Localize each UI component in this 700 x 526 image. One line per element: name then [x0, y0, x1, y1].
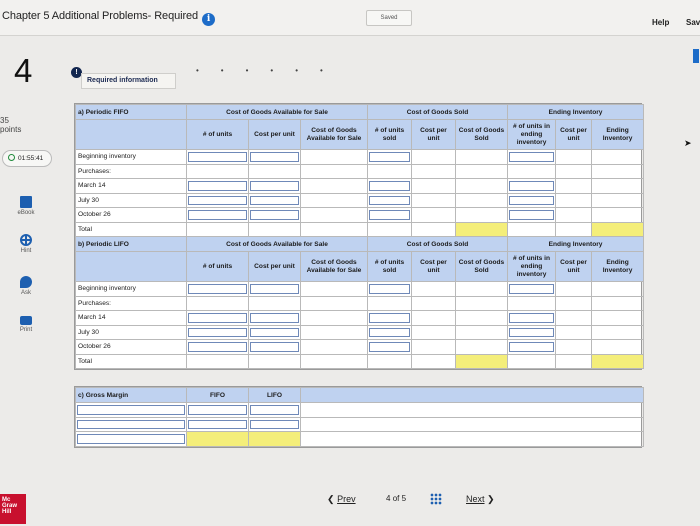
- total-cogs-cell: [456, 222, 508, 237]
- points-value: 35: [0, 116, 9, 125]
- fifo-column-header: FIFO: [187, 388, 249, 403]
- points-label: points: [0, 125, 22, 134]
- help-link[interactable]: Help: [652, 18, 670, 27]
- total-ending-cell: [592, 354, 644, 369]
- input-cell[interactable]: [508, 208, 556, 223]
- ebook-button[interactable]: eBook: [8, 196, 44, 216]
- column-header: # of units sold: [368, 252, 412, 282]
- fifo-ending-header: Ending Inventory: [508, 105, 644, 120]
- timer-icon: [8, 154, 15, 161]
- print-button[interactable]: Print: [8, 314, 44, 333]
- input-cell[interactable]: [249, 340, 301, 355]
- ebook-icon: [20, 196, 32, 208]
- table-row: [76, 325, 644, 340]
- column-header: Cost of Goods Sold: [456, 120, 508, 150]
- table-row: [76, 311, 644, 326]
- input-cell[interactable]: [187, 282, 249, 297]
- points-display: [0, 116, 21, 134]
- info-icon[interactable]: i: [202, 13, 215, 26]
- fifo-table: [75, 104, 644, 369]
- lifo-gross-margin-cell: [249, 432, 301, 447]
- column-header: Cost of Goods Available for Sale: [301, 120, 368, 150]
- table-row: [76, 150, 644, 165]
- input-cell[interactable]: [249, 150, 301, 165]
- lifo-blank-header: [76, 252, 187, 282]
- hint-icon: [20, 234, 32, 246]
- saved-status: Saved: [366, 10, 412, 26]
- ask-button[interactable]: Ask: [8, 276, 44, 296]
- row-label: July 30: [76, 325, 187, 340]
- total-ending-cell: [592, 222, 644, 237]
- table-row: [76, 193, 644, 208]
- side-panel-marker: [693, 49, 699, 63]
- column-header: Cost per unit: [249, 252, 301, 282]
- save-exit-link[interactable]: Sav: [686, 18, 700, 27]
- table-row: [76, 417, 644, 432]
- table-row: [76, 164, 644, 179]
- progress-dots: ••••••: [196, 66, 345, 75]
- column-header: Cost per unit: [556, 252, 592, 282]
- input-cell[interactable]: [249, 208, 301, 223]
- input-cell[interactable]: [249, 403, 301, 418]
- input-cell[interactable]: [187, 150, 249, 165]
- computed-cell: [301, 150, 368, 165]
- input-cell[interactable]: [249, 325, 301, 340]
- row-label: July 30: [76, 193, 187, 208]
- input-cell[interactable]: [368, 179, 412, 194]
- column-header: Cost of Goods Sold: [456, 252, 508, 282]
- lifo-section-label: b) Periodic LIFO: [76, 237, 187, 252]
- input-cell[interactable]: [368, 208, 412, 223]
- fifo-gross-margin-cell: [187, 432, 249, 447]
- prev-button[interactable]: ❮ Prev: [327, 494, 356, 504]
- input-cell[interactable]: [249, 282, 301, 297]
- fifo-cogas-header: Cost of Goods Available for Sale: [187, 105, 368, 120]
- input-cell[interactable]: [249, 311, 301, 326]
- lifo-column-header: LIFO: [249, 388, 301, 403]
- page-indicator: 4 of 5: [386, 494, 407, 503]
- table-row: [76, 222, 644, 237]
- input-cell[interactable]: [187, 340, 249, 355]
- column-header: Cost per unit: [556, 120, 592, 150]
- fifo-blank-header: [76, 120, 187, 150]
- computed-cell: [456, 150, 508, 165]
- alert-icon: !: [71, 67, 82, 78]
- input-cell[interactable]: [368, 325, 412, 340]
- table-row: [76, 354, 644, 369]
- input-cell[interactable]: [76, 432, 187, 447]
- input-cell[interactable]: [187, 403, 249, 418]
- input-cell[interactable]: [508, 193, 556, 208]
- input-cell[interactable]: [368, 282, 412, 297]
- top-bar: [0, 0, 700, 36]
- column-header: # of units in ending inventory: [508, 120, 556, 150]
- mcgraw-hill-logo: Mc Graw Hill: [0, 494, 26, 524]
- column-header: Cost per unit: [249, 120, 301, 150]
- assignment-title: Chapter 5 Additional Problems- Required i: [2, 10, 215, 26]
- row-label: Purchases:: [76, 164, 187, 179]
- fifo-cogs-header: Cost of Goods Sold: [368, 105, 508, 120]
- question-grid-icon[interactable]: [430, 493, 442, 505]
- computed-cell: [592, 150, 644, 165]
- lifo-ending-header: Ending Inventory: [508, 237, 644, 252]
- chevron-right-icon: ❯: [487, 494, 495, 504]
- column-header: # of units sold: [368, 120, 412, 150]
- column-header: Ending Inventory: [592, 252, 644, 282]
- input-cell[interactable]: [368, 193, 412, 208]
- input-cell[interactable]: [187, 179, 249, 194]
- input-cell[interactable]: [187, 311, 249, 326]
- column-header: Cost per unit: [412, 252, 456, 282]
- print-icon: [20, 316, 32, 325]
- input-cell[interactable]: [508, 325, 556, 340]
- row-label: March 14: [76, 179, 187, 194]
- chevron-left-icon: ❮: [327, 494, 335, 504]
- row-label: October 26: [76, 208, 187, 223]
- fifo-section-label: a) Periodic FIFO: [76, 105, 187, 120]
- input-cell[interactable]: [249, 179, 301, 194]
- table-row: [76, 179, 644, 194]
- input-cell[interactable]: [187, 417, 249, 432]
- input-cell[interactable]: [249, 193, 301, 208]
- row-label: October 26: [76, 340, 187, 355]
- column-header: # of units in ending inventory: [508, 252, 556, 282]
- row-label: Total: [76, 354, 187, 369]
- total-cogs-cell: [456, 354, 508, 369]
- input-cell[interactable]: [187, 193, 249, 208]
- table-row: [76, 403, 644, 418]
- input-cell[interactable]: [187, 208, 249, 223]
- blank-cell: [556, 150, 592, 165]
- input-cell[interactable]: [76, 417, 187, 432]
- ask-icon: [20, 276, 32, 288]
- column-header: Cost per unit: [412, 120, 456, 150]
- gross-margin-label: c) Gross Margin: [76, 388, 187, 403]
- question-number: 4: [14, 52, 33, 89]
- table-row: [76, 340, 644, 355]
- input-cell[interactable]: [368, 340, 412, 355]
- column-header: # of units: [187, 120, 249, 150]
- row-label: March 14: [76, 311, 187, 326]
- next-button[interactable]: Next ❯: [466, 494, 495, 504]
- inventory-worksheet: [74, 103, 642, 370]
- lifo-cogs-header: Cost of Goods Sold: [368, 237, 508, 252]
- row-label: Beginning inventory: [76, 150, 187, 165]
- row-label: Total: [76, 222, 187, 237]
- input-cell[interactable]: [76, 403, 187, 418]
- input-cell[interactable]: [508, 282, 556, 297]
- column-header: Cost of Goods Available for Sale: [301, 252, 368, 282]
- cursor-arrow-icon: ➤: [684, 138, 692, 148]
- blank-cell: [412, 150, 456, 165]
- input-cell[interactable]: [508, 150, 556, 165]
- column-header: # of units: [187, 252, 249, 282]
- table-row: [76, 432, 644, 447]
- input-cell[interactable]: [249, 417, 301, 432]
- input-cell[interactable]: [508, 311, 556, 326]
- lifo-cogas-header: Cost of Goods Available for Sale: [187, 237, 368, 252]
- input-cell[interactable]: [508, 340, 556, 355]
- row-label: Beginning inventory: [76, 282, 187, 297]
- gross-margin-worksheet: [74, 386, 642, 448]
- table-row: [76, 208, 644, 223]
- input-cell[interactable]: [508, 179, 556, 194]
- timer[interactable]: 01:55:41: [2, 150, 52, 167]
- column-header: Ending Inventory: [592, 120, 644, 150]
- input-cell[interactable]: [368, 311, 412, 326]
- gross-margin-table: [75, 387, 644, 447]
- table-row: [76, 296, 644, 311]
- required-information-tab[interactable]: Required information: [81, 73, 176, 89]
- input-cell[interactable]: [368, 150, 412, 165]
- hint-button[interactable]: Hint: [8, 234, 44, 254]
- input-cell[interactable]: [187, 325, 249, 340]
- table-row: [76, 282, 644, 297]
- row-label: Purchases:: [76, 296, 187, 311]
